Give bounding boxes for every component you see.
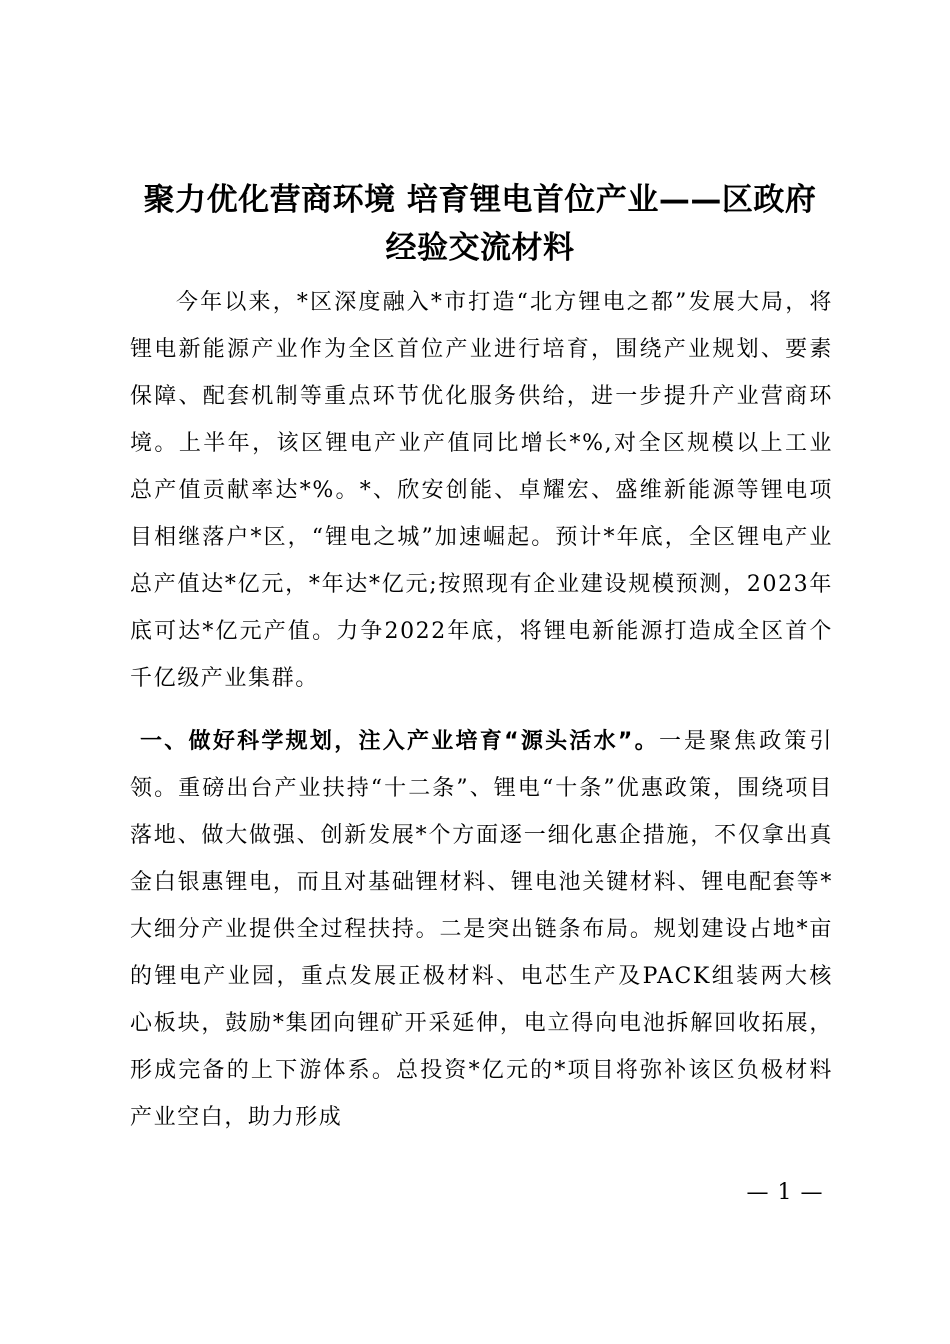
section-1-heading: 一、做好科学规划，注入产业培育“源头活水”。 [140,729,659,754]
section-1-paragraph [130,718,833,1141]
section-1-body: 一是聚焦政策引领。重磅出台产业扶持“十二条”、锂电“十条”优惠政策，围绕项目落地、做大做强、创新发展*个方面逐一细化惠企措施，不仅拿出真金白银惠锂电，而且对基础锂材料、锂电池关键材料、锂电配套等*大细分产业提供全过程扶持。二是突出链条布局。规划建设占地*亩的锂电产业园，重点发展正极材料、电芯生产及PACK组装两大核心板块，鼓励*集团向锂矿开采延伸，电立得向电池拆解回收拓展，形成完备的上下游体系。总投资*亿元的*项目将弥补该区负极材料产业空白，助力形成 [130,729,833,1130]
document-title: 聚力优化营商环境 培育锂电首位产业——区政府经验交流材料 [143,182,817,266]
page-number: — 1 — [746,1180,824,1205]
intro-paragraph: 今年以来，*区深度融入*市打造“北方锂电之都”发展大局，将锂电新能源产业作为全区首位产业进行培育，围绕产业规划、要素保障、配套机制等重点环节优化服务供给，进一步提升产业营商环境。上半年，该区锂电产业产值同比增长*%,对全区规模以上工业总产值贡献率达*%。*、欣安创能、卓耀宏、盛维新能源等锂电项目相继落户*区，“锂电之城”加速崛起。预计*年底，全区锂电产业总产值达*亿元，*年达*亿元;按照现有企业建设规模预测，2023年底可达*亿元产值。力争2022年底，将锂电新能源打造成全区首个千亿级产业集群。 [130,290,833,691]
